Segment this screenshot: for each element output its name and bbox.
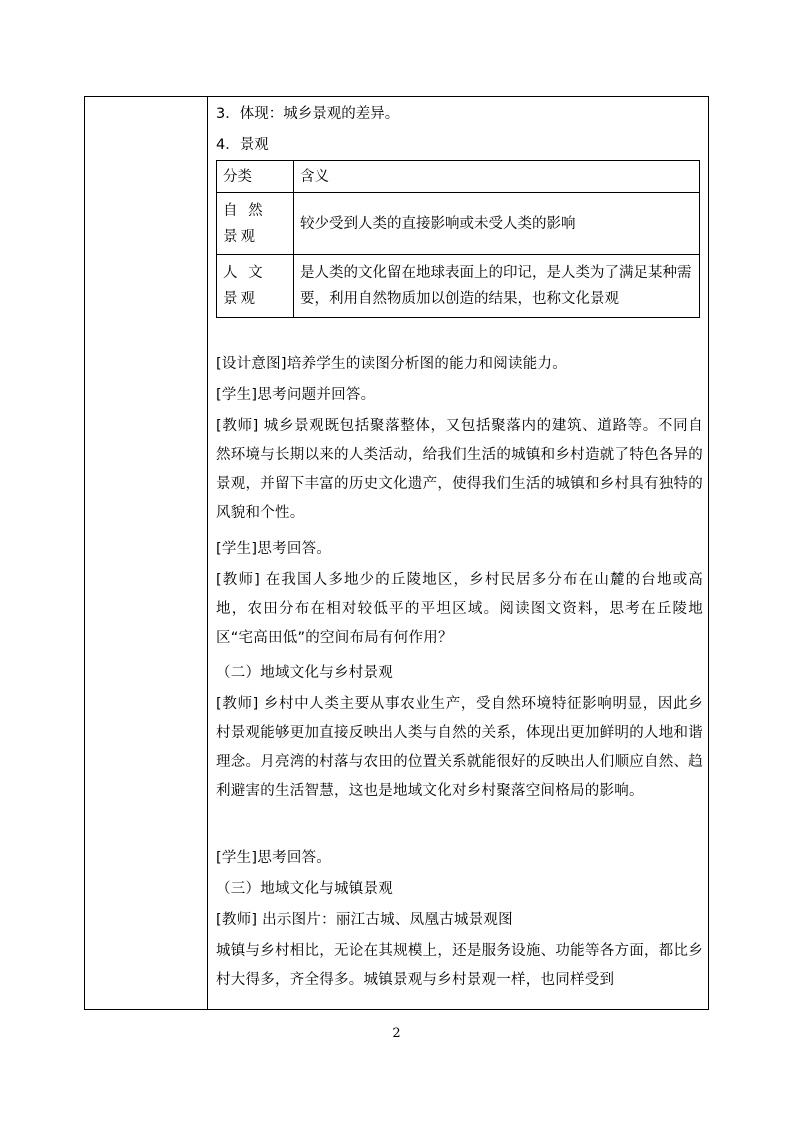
student-line: [学生]思考回答。 [216, 850, 332, 866]
student-line: [学生]思考回答。 [216, 541, 332, 557]
table-header-category: 分类 [217, 161, 294, 193]
table-row [217, 193, 700, 255]
table-header-meaning: 含义 [294, 161, 700, 193]
table-header-row [217, 161, 700, 193]
teacher-paragraph: [教师] 城乡景观既包括聚落整体，又包括聚落内的建筑、道路等。不同自然环境与长期以来的人类活动，给我们生活的城镇和乡村造就了特色各异的景观，并留下丰富的历史文化遗产，使得我们生活的城镇和乡村具有独特的风貌和个性。 [216, 418, 703, 521]
table-cell-category: 自 然 景观 [217, 193, 294, 255]
teacher-paragraph: [教师] 在我国人多地少的丘陵地区，乡村民居多分布在山麓的台地或高地，农田分布在相对较低平的平坦区域。阅读图文资料，思考在丘陵地区“宅高田低”的空间布局有何作用？ [216, 572, 703, 646]
design-intent: [设计意图]培养学生的读图分析图的能力和阅读能力。 [216, 356, 568, 372]
body-paragraph: 城镇与乡村相比，无论在其规模上，还是服务设施、功能等各方面，都比乡村大得多，齐全得多。城镇景观与乡村景观一样，也同样受到 [216, 943, 703, 988]
section-heading: （二）地域文化与乡村景观 [216, 665, 393, 681]
teacher-paragraph: [教师] 出示图片：丽江古城、凤凰古城景观图 [216, 912, 513, 928]
table-cell-meaning: 是人类的文化留在地球表面上的印记，是人类为了满足某种需要，利用自然物质加以创造的结果，也称文化景观 [294, 255, 700, 318]
landscape-table [216, 160, 700, 318]
table-cell-meaning: 较少受到人类的直接影响或未受人类的影响 [294, 193, 700, 255]
table-row [217, 255, 700, 318]
item-4: 4．景观 [216, 137, 269, 153]
item-3: 3．体现：城乡景观的差异。 [216, 106, 400, 122]
section-heading: （三）地域文化与城镇景观 [216, 881, 393, 897]
column-divider [207, 97, 208, 1009]
lesson-table [84, 96, 709, 1010]
table-cell-category: 人 文 景观 [217, 255, 294, 318]
student-line: [学生]思考问题并回答。 [216, 387, 376, 403]
teacher-paragraph: [教师] 乡村中人类主要从事农业生产，受自然环境特征影响明显，因此乡村景观能够更加直接反映出人类与自然的关系，体现出更加鲜明的人地和谐理念。月亮湾的村落与农田的位置关系就能很好的反映出人们顺应自然、趋利避害的生活智慧，这也是地域文化对乡村聚落空间格局的影响。 [216, 696, 703, 799]
page-number: 2 [392, 1026, 401, 1041]
